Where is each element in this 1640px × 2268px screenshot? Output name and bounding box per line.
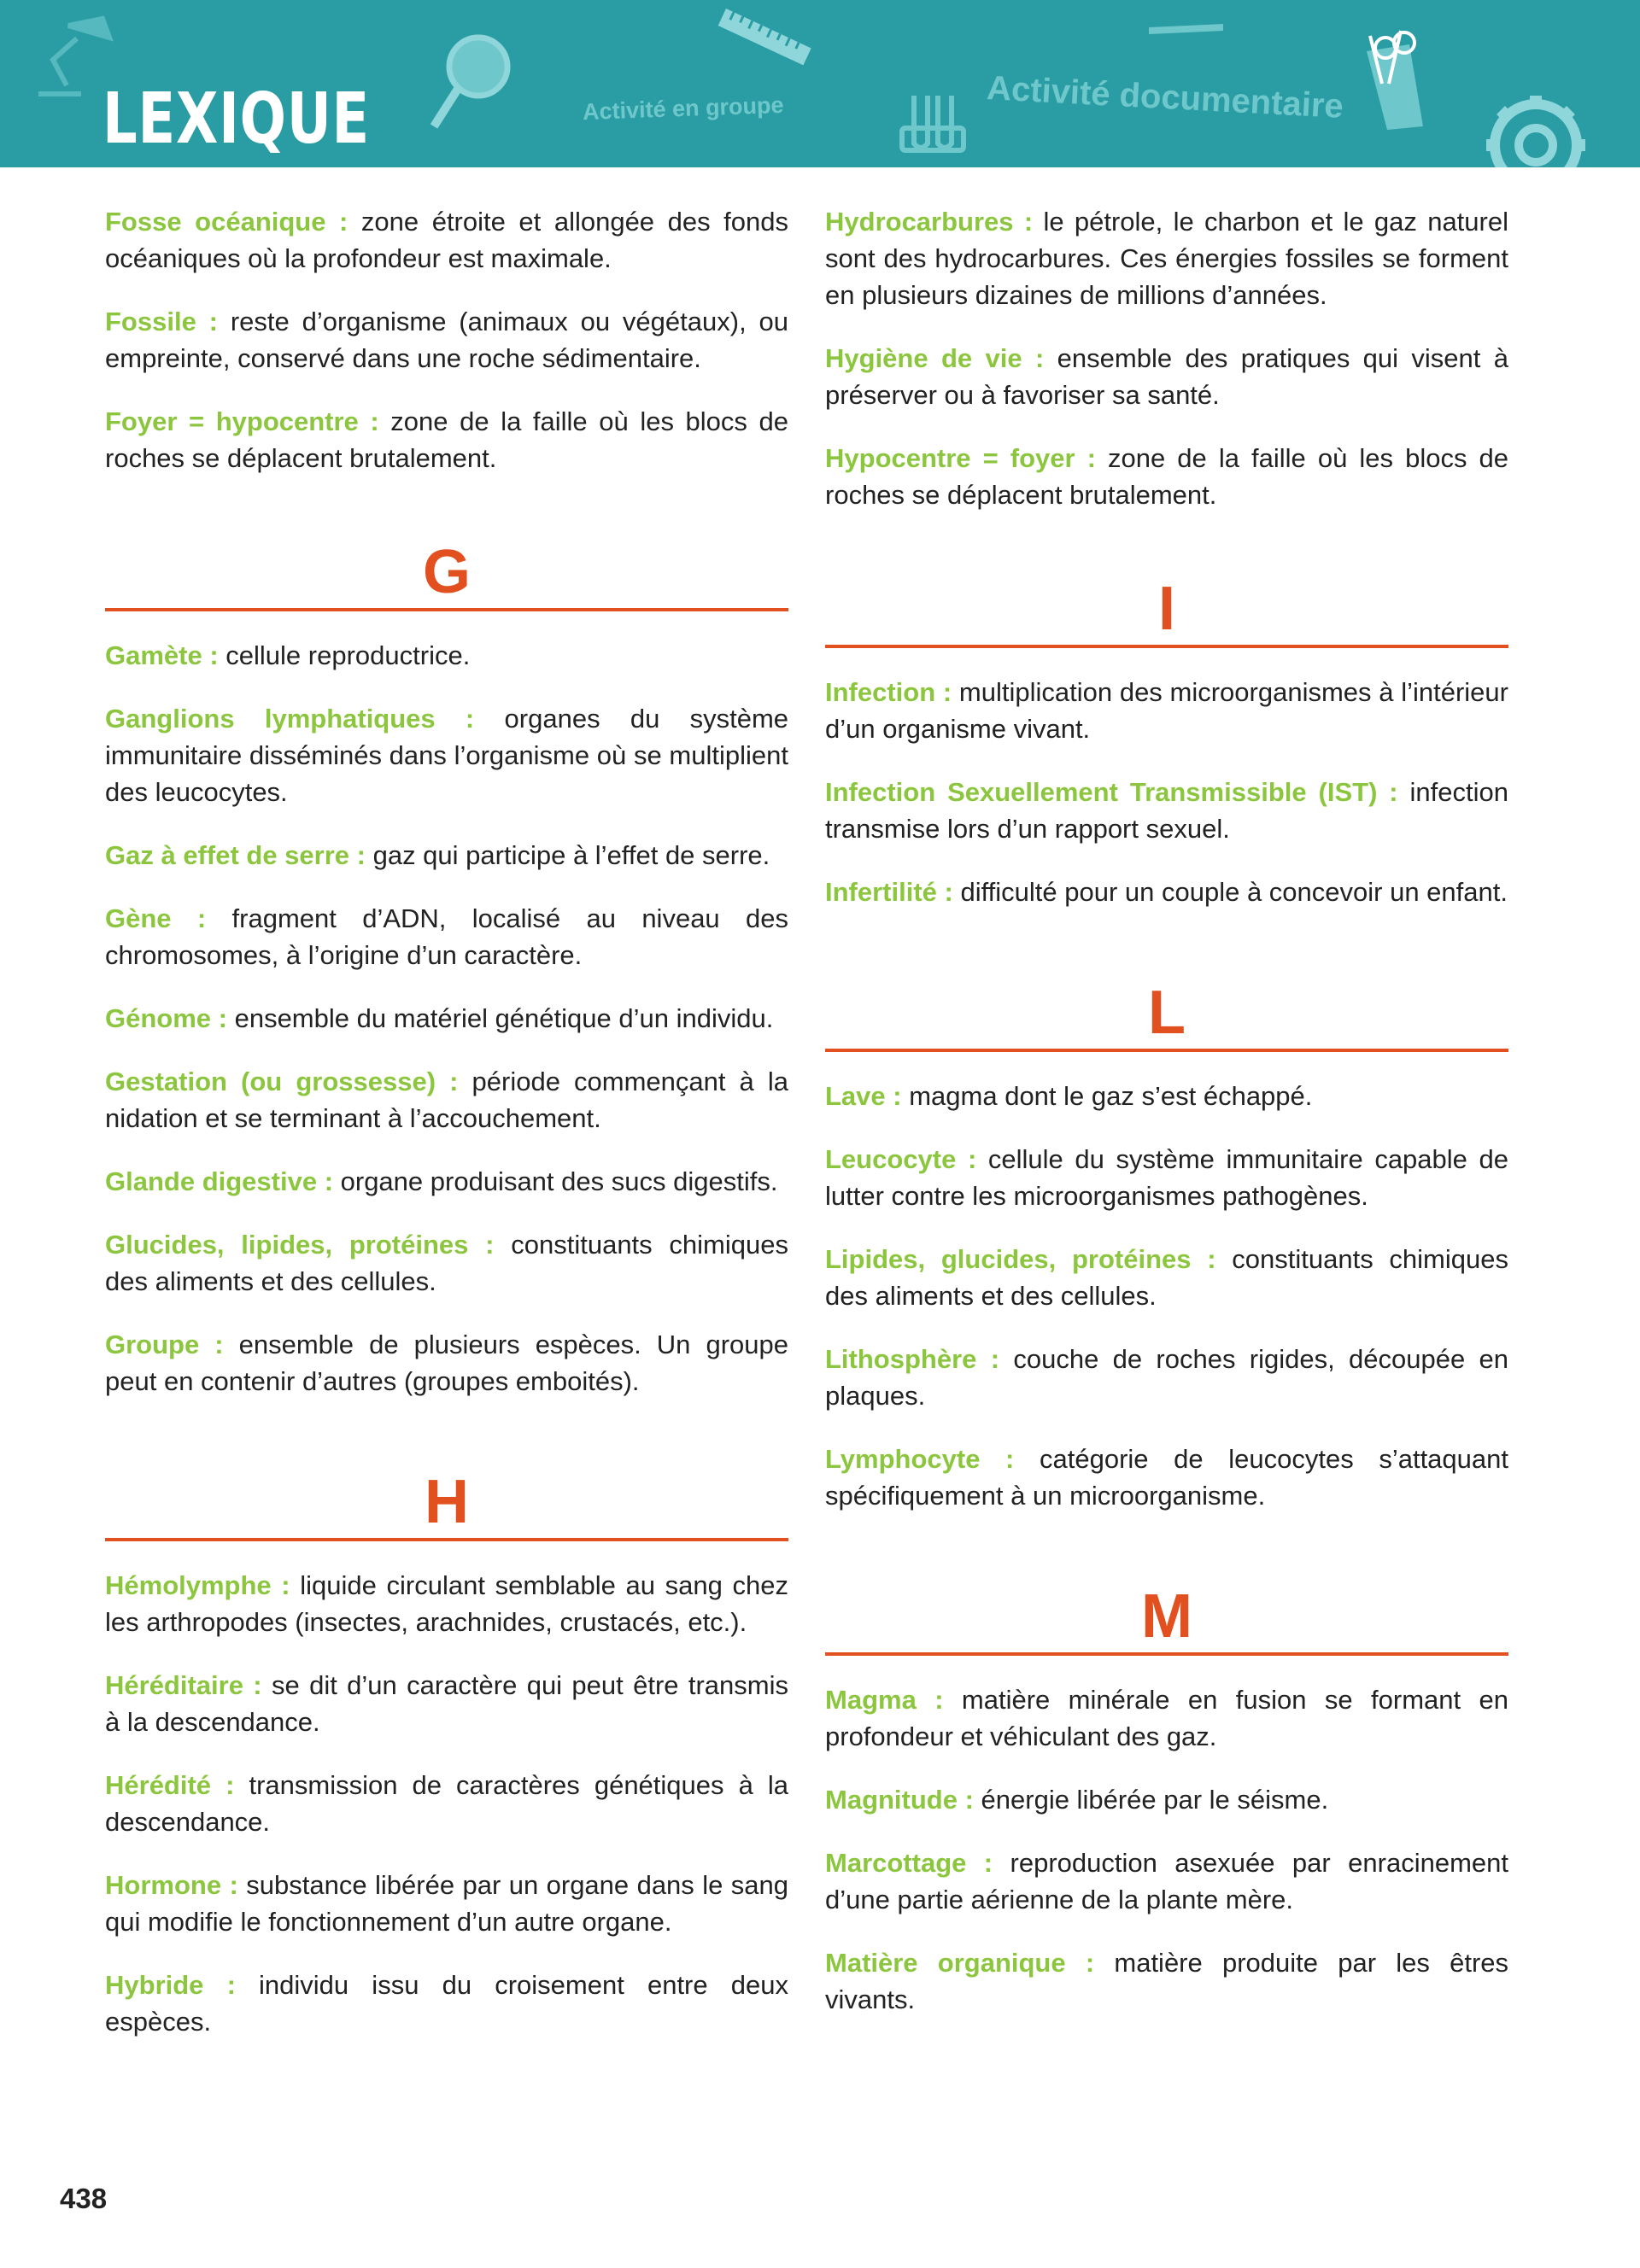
entry-term: Marcottage :: [825, 1848, 993, 1878]
glossary-entry: [105, 403, 788, 476]
glossary-entry: [105, 1967, 788, 2040]
glossary-entry: [105, 203, 788, 277]
entry-term: Matière organique :: [825, 1948, 1095, 1978]
letter-heading-m: M: [825, 1582, 1508, 1656]
section-h-entries: [105, 1567, 788, 2040]
glossary-entry: [105, 303, 788, 377]
entry-definition: zone étroite et allongée des fonds océaniques où la profondeur est maximale.: [105, 207, 788, 273]
activity-group-tag: Activité en groupe: [582, 91, 784, 126]
entry-term: Hormone :: [105, 1870, 238, 1900]
entry-definition: magma dont le gaz s’est échappé.: [901, 1081, 1313, 1111]
entry-definition: cellule reproductrice.: [218, 640, 471, 670]
glossary-entry: [105, 1867, 788, 1940]
entry-definition: matière produite par les êtres vivants.: [825, 1948, 1509, 2014]
section-h-continued-entries: [825, 203, 1508, 513]
section-g-entries: [105, 637, 788, 1400]
entry-definition: multiplication des microorganismes à l’intérieur d’un organisme vivant.: [825, 677, 1508, 744]
section-f-entries: [105, 203, 788, 476]
entry-term: Hérédité :: [105, 1770, 235, 1800]
letter-heading-i: I: [825, 575, 1508, 648]
glossary-entry: [825, 440, 1508, 513]
glossary-entry: [105, 1063, 788, 1137]
entry-definition: se dit d’un caractère qui peut être transmis à la descendance.: [105, 1670, 788, 1737]
entry-definition: reproduction asexuée par enracinement d’une partie aérienne de la plante mère.: [825, 1848, 1508, 1914]
entry-definition: cellule du système immunitaire capable de lutter contre les microorganismes pathogènes.: [825, 1144, 1508, 1211]
section-l-entries: [825, 1078, 1508, 1514]
glossary-entry: [105, 900, 788, 973]
glossary-entry: [825, 774, 1508, 847]
glossary-entry: [105, 1326, 788, 1400]
magnifier-icon: [434, 38, 507, 126]
activity-documentary-tag: Activité documentaire: [986, 69, 1344, 126]
entry-term: Ganglions lymphatiques :: [105, 704, 475, 734]
entry-definition: gaz qui participe à l’effet de serre.: [365, 840, 770, 870]
ruler-icon: [718, 9, 811, 65]
entry-definition: constituants chimiques des aliments et des cellules.: [105, 1230, 788, 1296]
glossary-entry: [825, 1441, 1508, 1514]
entry-term: Leucocyte :: [825, 1144, 977, 1174]
entry-definition: transmission de caractères génétiques à la descendance.: [105, 1770, 788, 1837]
entry-definition: catégorie de leucocytes s’attaquant spécifiquement à un microorganisme.: [825, 1444, 1508, 1511]
entry-term: Magma :: [825, 1685, 944, 1715]
entry-term: Génome :: [105, 1003, 227, 1033]
entry-definition: constituants chimiques des aliments et des cellules.: [825, 1244, 1508, 1311]
glossary-entry: [825, 1341, 1508, 1414]
glossary-entry: [105, 637, 788, 674]
glossary-entry: [825, 1681, 1508, 1755]
section-i-entries: [825, 674, 1508, 910]
glossary-entry: [825, 340, 1508, 413]
glossary-entry: [105, 1000, 788, 1037]
letter-heading-g: G: [105, 538, 788, 611]
entry-definition: zone de la faille où les blocs de roches se déplacent brutalement.: [825, 443, 1508, 510]
page-number: 438: [60, 2183, 108, 2214]
entry-definition: matière minérale en fusion se formant en profondeur et véhiculant des gaz.: [825, 1685, 1508, 1751]
glossary-entry: [105, 1226, 788, 1300]
entry-definition: organes du système immunitaire disséminés dans l’organisme où se multiplient des leucocytes.: [105, 704, 789, 807]
entry-definition: individu issu du croisement entre deux espèces.: [105, 1970, 788, 2037]
glossary-entry: [825, 874, 1508, 910]
glossary-entry: [825, 1781, 1508, 1818]
entry-term: Héréditaire :: [105, 1670, 262, 1700]
glossary-entry: [105, 1163, 788, 1200]
entry-term: Hypocentre = foyer :: [825, 443, 1096, 473]
glossary-entry: [825, 1844, 1508, 1918]
glossary-entry: [825, 1241, 1508, 1314]
scissors-cup-icon: [1367, 31, 1423, 130]
entry-term: Fosse océanique :: [105, 207, 348, 237]
entry-term: Fossile :: [105, 307, 218, 336]
section-m-entries: [825, 1681, 1508, 2018]
pen-icon: [1149, 24, 1223, 34]
entry-term: Hémolymphe :: [105, 1570, 290, 1600]
glossary-entry: [105, 837, 788, 874]
entry-definition: liquide circulant semblable au sang chez les arthropodes (insectes, arachnides, crustacés, etc.).: [105, 1570, 788, 1637]
entry-definition: ensemble de plusieurs espèces. Un groupe peut en contenir d’autres (groupes emboités).: [105, 1330, 788, 1396]
entry-term: Infection :: [825, 677, 952, 707]
entry-definition: reste d’organisme (animaux ou végétaux), ou empreinte, conservé dans une roche sédimentaire.: [105, 307, 788, 373]
glossary-entry: [825, 1078, 1508, 1114]
entry-term: Foyer = hypocentre :: [105, 406, 379, 436]
entry-term: Gène :: [105, 903, 207, 933]
entry-definition: organe produisant des sucs digestifs.: [333, 1166, 778, 1196]
entry-definition: le pétrole, le charbon et le gaz naturel sont des hydrocarbures. Ces énergies fossiles se forment en plusieurs dizaines de millions d’années.: [825, 207, 1508, 310]
entry-definition: fragment d’ADN, localisé au niveau des chromosomes, à l’origine d’un caractère.: [105, 903, 788, 970]
entry-definition: zone de la faille où les blocs de roches se déplacent brutalement.: [105, 406, 788, 473]
entry-term: Gamète :: [105, 640, 219, 670]
entry-term: Hygiène de vie :: [825, 343, 1045, 373]
entry-definition: ensemble des pratiques qui visent à préserver ou à favoriser sa santé.: [825, 343, 1508, 410]
entry-term: Lymphocyte :: [825, 1444, 1015, 1474]
entry-term: Lithosphère :: [825, 1344, 1000, 1374]
entry-definition: couche de roches rigides, découpée en plaques.: [825, 1344, 1509, 1411]
test-tubes-icon: [902, 96, 964, 150]
entry-term: Infertilité :: [825, 877, 953, 907]
entry-definition: substance libérée par un organe dans le sang qui modifie le fonctionnement d’un autre organe.: [105, 1870, 789, 1937]
letter-heading-h: H: [105, 1468, 788, 1541]
left-column: [105, 203, 788, 2066]
glossary-entry: [105, 1667, 788, 1740]
glossary-entry: [105, 700, 788, 810]
entry-definition: infection transmise lors d’un rapport sexuel.: [825, 777, 1508, 844]
page-title: LEXIQUE: [102, 79, 371, 160]
desk-lamp-icon: [38, 19, 109, 94]
entry-term: Gestation (ou grossesse) :: [105, 1067, 459, 1096]
glossary-entry: [105, 1767, 788, 1840]
entry-definition: ensemble du matériel génétique d’un individu.: [226, 1003, 774, 1033]
header-banner: [0, 0, 1640, 167]
glossary-entry: [105, 1567, 788, 1640]
glossary-entry: [825, 203, 1508, 313]
glossary-entry: [825, 1141, 1508, 1214]
entry-definition: période commençant à la nidation et se terminant à l’accouchement.: [105, 1067, 789, 1133]
entry-term: Lave :: [825, 1081, 902, 1111]
glossary-entry: [825, 1944, 1508, 2018]
right-column: [825, 203, 1508, 2044]
letter-heading-l: L: [825, 979, 1508, 1052]
entry-definition: énergie libérée par le séisme.: [973, 1785, 1329, 1815]
entry-term: Lipides, glucides, protéines :: [825, 1244, 1216, 1274]
entry-term: Groupe :: [105, 1330, 224, 1359]
entry-term: Glucides, lipides, protéines :: [105, 1230, 495, 1260]
entry-term: Infection Sexuellement Transmissible (IST) :: [825, 777, 1398, 807]
gear-icon: [1486, 96, 1585, 167]
entry-term: Glande digestive :: [105, 1166, 334, 1196]
entry-term: Gaz à effet de serre :: [105, 840, 366, 870]
entry-definition: difficulté pour un couple à concevoir un enfant.: [952, 877, 1508, 907]
entry-term: Hydrocarbures :: [825, 207, 1034, 237]
entry-term: Magnitude :: [825, 1785, 974, 1815]
entry-term: Hybride :: [105, 1970, 236, 2000]
glossary-entry: [825, 674, 1508, 747]
